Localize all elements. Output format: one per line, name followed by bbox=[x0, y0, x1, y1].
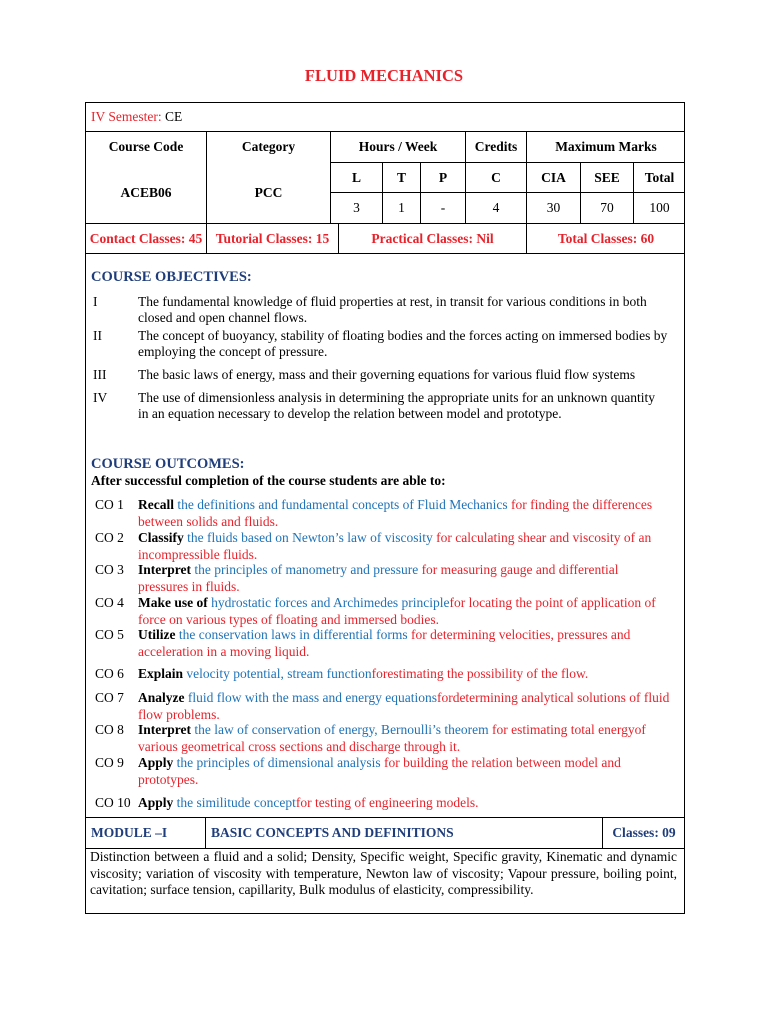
co-verb: Classify bbox=[138, 530, 184, 545]
subheader-p: P bbox=[438, 169, 448, 185]
co-number: CO 1 bbox=[95, 497, 124, 512]
co-number: CO 5 bbox=[95, 627, 124, 642]
co-subject: the conservation laws in differential forms bbox=[175, 627, 408, 642]
co-subject: hydrostatic forces and Archimedes principle bbox=[207, 595, 450, 610]
course-outcomes-heading: COURSE OUTCOMES: bbox=[91, 456, 245, 472]
header-credits: Credits bbox=[474, 139, 518, 154]
value-p: - bbox=[440, 200, 446, 215]
objective-text: The fundamental knowledge of fluid properties at rest, in transit for various conditions in both closed and open channel flows. bbox=[138, 294, 647, 325]
co-subject: the similitude concept bbox=[173, 795, 296, 810]
co-purpose: for finding the differences between solids and fluids. bbox=[138, 497, 653, 529]
module-label: MODULE –I bbox=[91, 825, 168, 840]
header-course-code: Course Code bbox=[108, 139, 184, 154]
co-number: CO 6 bbox=[95, 666, 124, 681]
co-number: CO 10 bbox=[95, 795, 131, 810]
co-purpose: for building the relation between model and prototypes. bbox=[138, 755, 621, 787]
co-subject: the principles of dimensional analysis bbox=[173, 755, 381, 770]
co-text bbox=[138, 627, 670, 660]
rule-v bbox=[205, 817, 206, 848]
value-t: 1 bbox=[398, 200, 405, 215]
objective-text: The use of dimensionless analysis in determining the appropriate units for an unknown quantity in an equation necessary to develop the relation between model and prototype. bbox=[138, 390, 656, 421]
co-purpose: for locating the point of application of force on various types of floating and immersed bodies. bbox=[138, 595, 656, 627]
value-total: 100 bbox=[649, 200, 670, 215]
co-subject: velocity potential, stream function bbox=[183, 666, 372, 681]
co-text bbox=[138, 690, 670, 723]
document-title: FLUID MECHANICS bbox=[304, 66, 464, 85]
co-subject: the definitions and fundamental concepts of Fluid Mechanics bbox=[174, 497, 508, 512]
value-c: 4 bbox=[492, 200, 500, 215]
semester-row bbox=[91, 103, 182, 131]
co-subject: the principles of manometry and pressure bbox=[191, 562, 419, 577]
objective-number: III bbox=[93, 367, 107, 382]
semester-value: CE bbox=[165, 109, 183, 124]
category-value: PCC bbox=[254, 185, 283, 200]
co-verb: Recall bbox=[138, 497, 174, 512]
course-outcomes-intro: After successful completion of the course students are able to: bbox=[91, 473, 446, 488]
co-number: CO 2 bbox=[95, 530, 124, 545]
co-subject: the fluids based on Newton’s law of viscosity bbox=[183, 530, 433, 545]
co-subject: fluid flow with the mass and energy equations bbox=[184, 690, 437, 705]
subheader-t: T bbox=[396, 169, 406, 185]
co-text bbox=[138, 795, 670, 812]
subheader-cia: CIA bbox=[541, 169, 566, 185]
co-text bbox=[138, 562, 670, 595]
total-classes: Total Classes: 60 bbox=[557, 230, 655, 246]
co-number: CO 8 bbox=[95, 722, 124, 737]
value-l: 3 bbox=[353, 200, 360, 215]
co-verb: Interpret bbox=[138, 562, 191, 577]
co-text bbox=[138, 755, 670, 788]
course-code-value: ACEB06 bbox=[120, 185, 172, 200]
objective-number: I bbox=[93, 294, 98, 309]
co-purpose: for determining velocities, pressures and acceleration in a moving liquid. bbox=[138, 627, 631, 659]
co-verb: Apply bbox=[138, 755, 174, 770]
co-purpose: fordetermining analytical solutions of fluid flow problems. bbox=[138, 690, 670, 722]
semester-label: IV Semester: bbox=[91, 109, 162, 124]
co-number: CO 9 bbox=[95, 755, 124, 770]
co-text bbox=[138, 530, 670, 563]
co-purpose: forestimating the possibility of the flow. bbox=[371, 666, 589, 681]
co-verb: Utilize bbox=[138, 627, 176, 642]
header-maximum-marks: Maximum Marks bbox=[555, 139, 657, 154]
co-number: CO 3 bbox=[95, 562, 124, 577]
objective-text: The basic laws of energy, mass and their governing equations for various fluid flow systems bbox=[138, 367, 636, 382]
co-text bbox=[138, 666, 670, 683]
co-verb: Analyze bbox=[138, 690, 185, 705]
course-objectives-heading: COURSE OBJECTIVES: bbox=[91, 269, 252, 285]
co-text bbox=[138, 722, 670, 755]
module-classes: Classes: 09 bbox=[612, 825, 676, 840]
practical-classes: Practical Classes: Nil bbox=[371, 230, 494, 246]
value-cia: 30 bbox=[546, 200, 561, 215]
co-purpose: for calculating shear and viscosity of an incompressible fluids. bbox=[138, 530, 652, 562]
subheader-c: C bbox=[491, 169, 501, 185]
objective-number: IV bbox=[93, 390, 108, 405]
objective-text: The concept of buoyancy, stability of floating bodies and the forces acting on immersed bodies by employing the concept of pressure. bbox=[138, 328, 668, 359]
tutorial-classes: Tutorial Classes: 15 bbox=[215, 230, 330, 246]
co-verb: Explain bbox=[138, 666, 184, 681]
co-purpose: for measuring gauge and differential pressures in fluids. bbox=[138, 562, 619, 594]
subheader-total: Total bbox=[644, 169, 675, 185]
module-syllabus: Distinction between a fluid and a solid; Density, Specific weight, Specific gravity, Kinematic and dynamic viscosity; variation of viscosity with temperature, Newton law of viscosity; Vapour pressure, boiling point, cavitation; surface tension, capillarity, Bulk modulus of elasticity, compressibility. bbox=[90, 849, 677, 897]
objective-number: II bbox=[93, 328, 102, 343]
rule-classes-bottom bbox=[85, 253, 685, 254]
header-category: Category bbox=[241, 139, 296, 154]
co-purpose: for testing of engineering models. bbox=[295, 795, 479, 810]
co-text bbox=[138, 595, 670, 628]
co-number: CO 4 bbox=[95, 595, 124, 610]
contact-classes: Contact Classes: 45 bbox=[89, 230, 203, 246]
co-text bbox=[138, 497, 670, 530]
module-title: BASIC CONCEPTS AND DEFINITIONS bbox=[211, 825, 454, 840]
value-see: 70 bbox=[600, 200, 614, 215]
co-verb: Interpret bbox=[138, 722, 191, 737]
subheader-l: L bbox=[351, 169, 361, 185]
subheader-see: SEE bbox=[594, 169, 620, 185]
co-number: CO 7 bbox=[95, 690, 124, 705]
co-purpose: for estimating total energyof various geometrical cross sections and discharge through it. bbox=[138, 722, 646, 754]
co-subject: the law of conservation of energy, Bernoulli’s theorem bbox=[191, 722, 489, 737]
header-hours-week: Hours / Week bbox=[358, 139, 438, 154]
co-verb: Apply bbox=[138, 795, 174, 810]
co-verb: Make use of bbox=[138, 595, 208, 610]
